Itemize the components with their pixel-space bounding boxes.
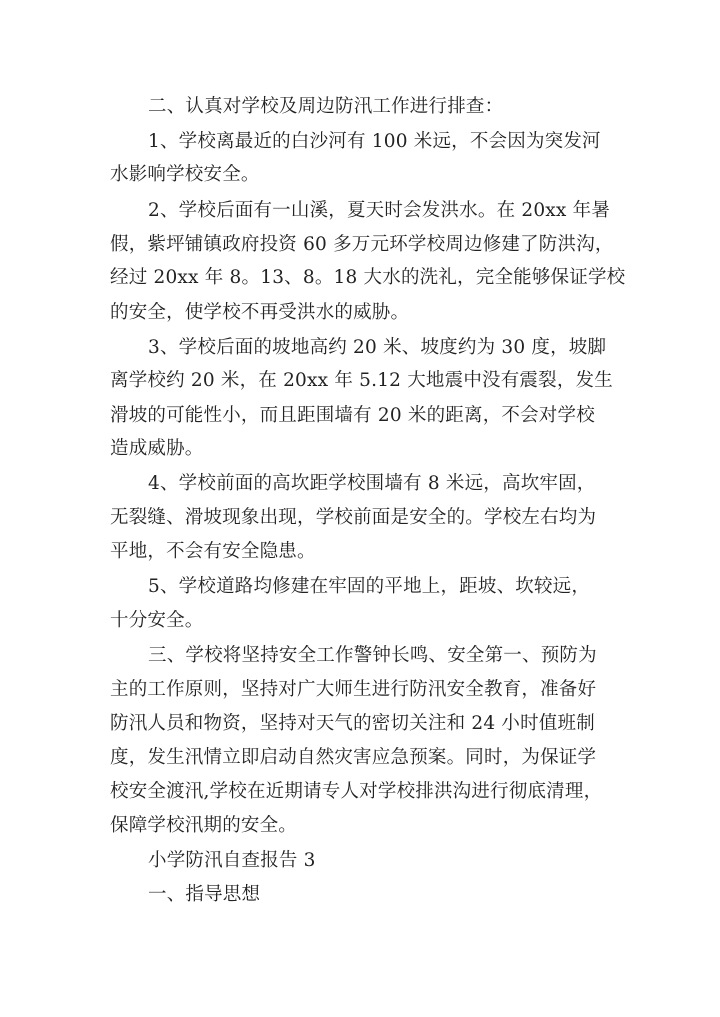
paragraph-line: 经过 20xx 年 8。13、8。18 大水的洗礼，完全能够保证学校	[110, 267, 626, 288]
paragraph-line: 十分安全。	[110, 610, 204, 631]
paragraph-line: 主的工作原则，坚持对广大师生进行防汛安全教育，准备好	[110, 679, 597, 700]
paragraph-line: 校安全渡汛,学校在近期请专人对学校排洪沟进行彻底清理，	[110, 781, 603, 802]
paragraph-line: 防汛人员和物资，坚持对天气的密切关注和 24 小时值班制	[110, 713, 595, 734]
paragraph-line: 滑坡的可能性小，而且距围墙有 20 米的距离，不会对学校	[110, 405, 595, 426]
paragraph-line: 5、学校道路均修建在牢固的平地上，距坡、坎较远，	[148, 576, 591, 597]
paragraph-line: 4、学校前面的高坎距学校围墙有 8 米远，高坎牢固，	[148, 473, 596, 494]
paragraph-line: 假，紫坪铺镇政府投资 60 多万元环学校周边修建了防洪沟，	[110, 234, 614, 255]
paragraph-line: 度，发生汛情立即启动自然灾害应急预案。同时，为保证学	[110, 747, 597, 768]
paragraph-line: 造成威胁。	[110, 438, 204, 459]
paragraph-line: 的安全，使学校不再受洪水的威胁。	[110, 302, 410, 323]
paragraph-line: 3、学校后面的坡地高约 20 米、坡度约为 30 度，坡脚	[148, 337, 607, 358]
section-heading: 二、认真对学校及周边防汛工作进行排查：	[148, 96, 504, 117]
paragraph-line: 1、学校离最近的白沙河有 100 米远，不会因为突发河	[148, 131, 601, 152]
report-title: 小学防汛自查报告 3	[148, 850, 316, 871]
paragraph-line: 离学校约 20 米，在 20xx 年 5.12 大地震中没有震裂，发生	[110, 370, 613, 391]
paragraph-line: 平地，不会有安全隐患。	[110, 541, 316, 562]
paragraph-line: 保障学校汛期的安全。	[110, 815, 298, 836]
paragraph-line: 2、学校后面有一山溪，夏天时会发洪水。在 20xx 年暑	[148, 200, 611, 221]
section-heading: 三、学校将坚持安全工作警钟长鸣、安全第一、预防为	[148, 645, 597, 666]
paragraph-line: 无裂缝、滑坡现象出现，学校前面是安全的。学校左右均为	[110, 507, 597, 528]
section-heading: 一、指导思想	[148, 884, 261, 905]
paragraph-line: 水影响学校安全。	[110, 164, 260, 185]
